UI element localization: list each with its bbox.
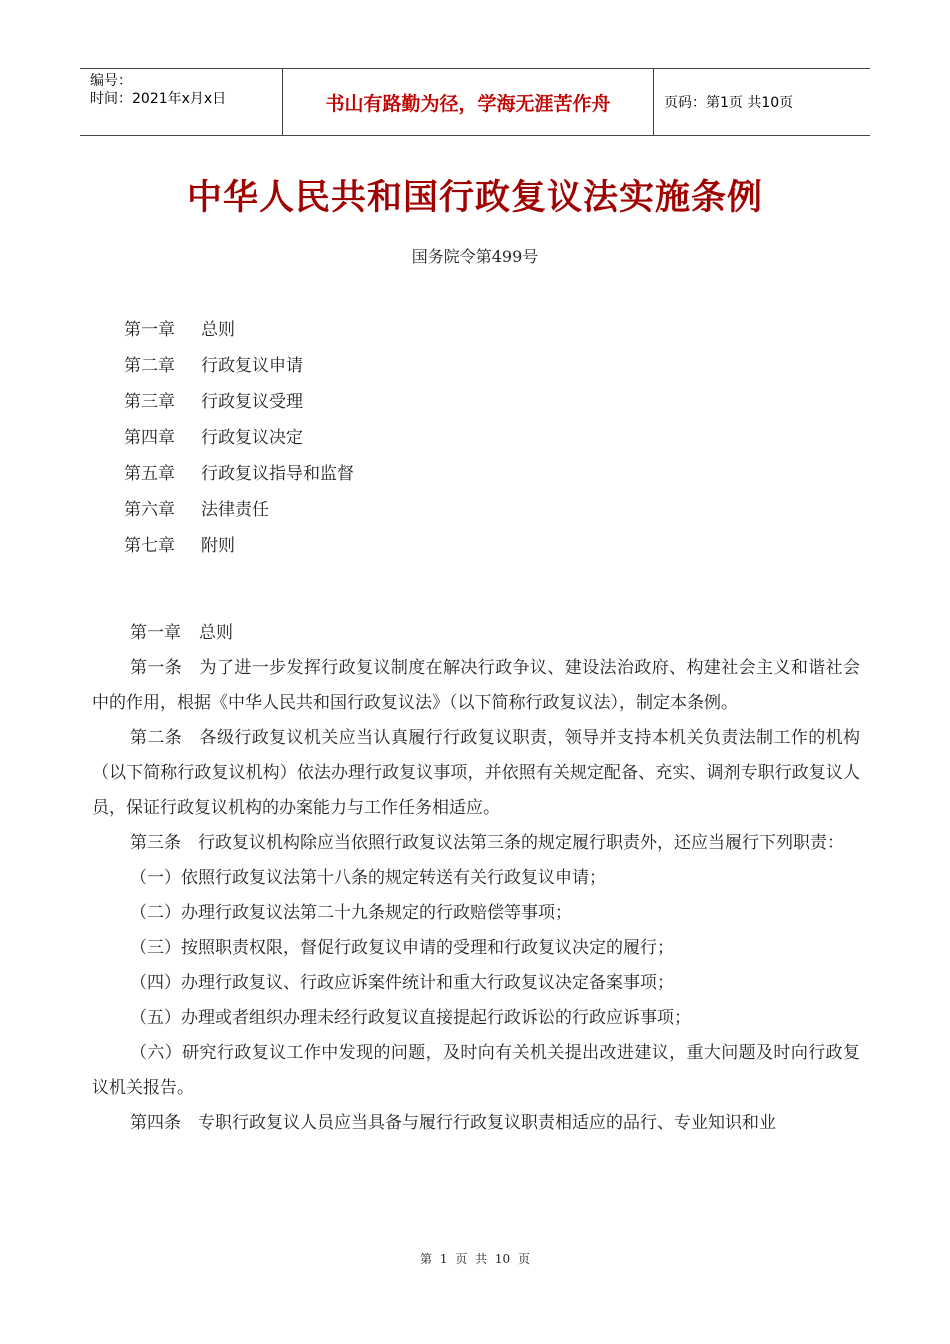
article-text: 各级行政复议机关应当认真履行行政复议职责，领导并支持本机关负责法制工作的机构（以下简称行政复议机构）依法办理行政复议事项，并依照有关规定配备、充实、调剂专职行政复议人员，保证行政复议机构的办案能力与工作任务相适应。 bbox=[92, 728, 860, 818]
article-number: 第二条 bbox=[130, 728, 183, 748]
list-item: （二）办理行政复议法第二十九条规定的行政赔偿等事项； bbox=[130, 903, 572, 923]
document-body bbox=[92, 616, 860, 1141]
header-page-info: 页码：第1页 共10页 bbox=[664, 95, 794, 111]
page-footer: 第 1 页 共 10 页 bbox=[420, 1252, 530, 1266]
header-motto: 书山有路勤为径，学海无涯苦作舟 bbox=[282, 69, 654, 135]
chapter-number: 第一章 bbox=[130, 623, 181, 643]
toc-chapter: 第三章 bbox=[124, 392, 175, 412]
toc-name: 行政复议决定 bbox=[201, 428, 303, 448]
toc-name: 行政复议指导和监督 bbox=[201, 464, 354, 484]
article-text: 专职行政复议人员应当具备与履行行政复议职责相适应的品行、专业知识和业 bbox=[198, 1113, 776, 1133]
list-item: （四）办理行政复议、行政应诉案件统计和重大行政复议决定备案事项； bbox=[130, 973, 674, 993]
article-1 bbox=[92, 651, 860, 721]
list-item: （一）依照行政复议法第十八条的规定转送有关行政复议申请； bbox=[130, 868, 606, 888]
document-subtitle: 国务院令第499号 bbox=[411, 247, 539, 266]
toc-name: 总则 bbox=[201, 320, 235, 340]
list-item: （三）按照职责权限，督促行政复议申请的受理和行政复议决定的履行； bbox=[130, 938, 674, 958]
chapter-heading bbox=[92, 616, 860, 651]
article-text: 行政复议机构除应当依照行政复议法第三条的规定履行职责外，还应当履行下列职责： bbox=[198, 833, 844, 853]
toc-item bbox=[124, 352, 354, 388]
toc-item bbox=[124, 424, 354, 460]
list-item: （五）办理或者组织办理未经行政复议直接提起行政诉讼的行政应诉事项； bbox=[130, 1008, 691, 1028]
toc-chapter: 第四章 bbox=[124, 428, 175, 448]
article-number: 第三条 bbox=[130, 833, 181, 853]
article-number: 第四条 bbox=[130, 1113, 181, 1133]
toc-item bbox=[124, 388, 354, 424]
toc-chapter: 第五章 bbox=[124, 464, 175, 484]
document-title: 中华人民共和国行政复议法实施条例 bbox=[186, 178, 763, 218]
article-text: 为了进一步发挥行政复议制度在解决行政争议、建设法治政府、构建社会主义和谐社会中的作用，根据《中华人民共和国行政复议法》（以下简称行政复议法），制定本条例。 bbox=[92, 658, 860, 713]
toc-chapter: 第六章 bbox=[124, 500, 175, 520]
article-2 bbox=[92, 721, 860, 826]
chapter-name: 总则 bbox=[199, 623, 233, 643]
toc-item bbox=[124, 532, 354, 568]
toc-item bbox=[124, 496, 354, 532]
toc-chapter: 第二章 bbox=[124, 356, 175, 376]
toc-name: 法律责任 bbox=[201, 500, 269, 520]
article-4 bbox=[92, 1106, 860, 1141]
toc-name: 行政复议申请 bbox=[201, 356, 303, 376]
article-number: 第一条 bbox=[130, 658, 183, 678]
toc-item bbox=[124, 460, 354, 496]
serial-label: 编号： bbox=[90, 73, 132, 89]
table-of-contents bbox=[124, 316, 354, 568]
toc-name: 附则 bbox=[201, 536, 235, 556]
list-item: （六）研究行政复议工作中发现的问题，及时向有关机关提出改进建议，重大问题及时向行政复议机关报告。 bbox=[92, 1043, 860, 1098]
article-3 bbox=[92, 826, 860, 861]
toc-name: 行政复议受理 bbox=[201, 392, 303, 412]
toc-item bbox=[124, 316, 354, 352]
toc-chapter: 第七章 bbox=[124, 536, 175, 556]
toc-chapter: 第一章 bbox=[124, 320, 175, 340]
header-meta bbox=[80, 69, 282, 135]
page-header bbox=[80, 68, 870, 136]
time-label: 时间：2021年x月x日 bbox=[90, 91, 227, 107]
